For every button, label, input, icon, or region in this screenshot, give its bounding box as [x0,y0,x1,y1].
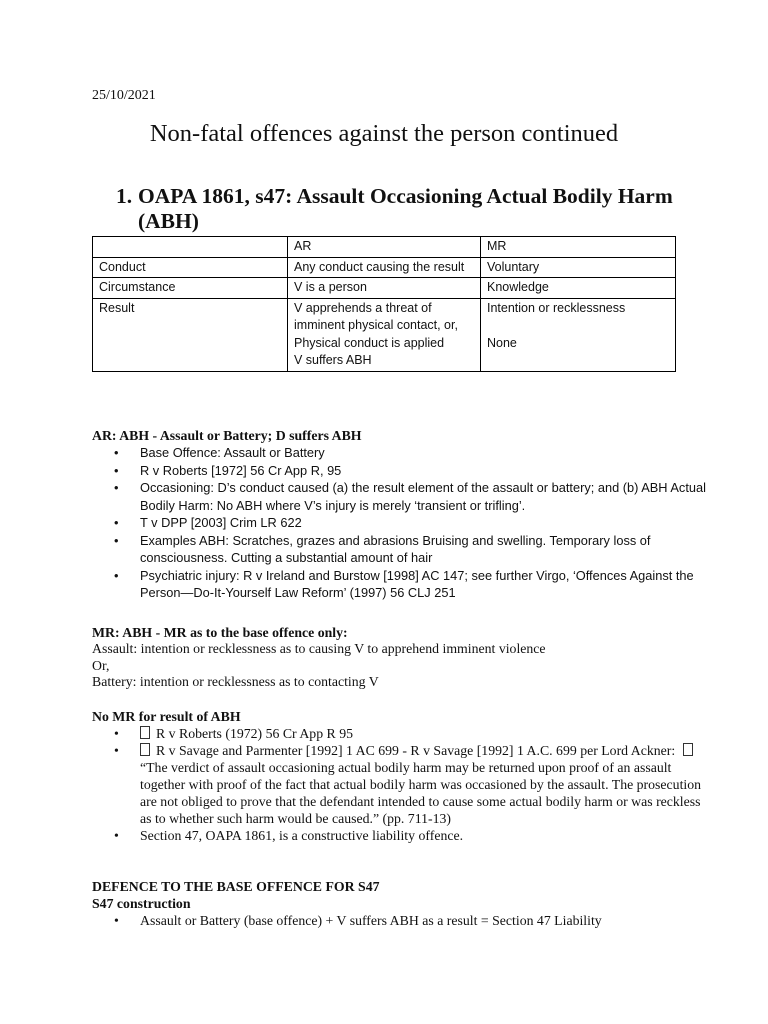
defence-heading: DEFENCE TO THE BASE OFFENCE FOR S47 [92,879,380,894]
list-item: • Section 47, OAPA 1861, is a constructive liability offence. [92,827,712,844]
ar-heading: AR: ABH - Assault or Battery; D suffers ABH [92,428,362,443]
mr-line: Battery: intention or recklessness as to contacting V [92,674,379,689]
list-item: • R v Roberts [1972] 56 Cr App R, 95 [92,462,712,480]
list-item: • Examples ABH: Scratches, grazes and abrasions Bruising and swelling. Temporary loss of consciousness. Cutting a substantial amount of hair [92,532,712,567]
table-header-cell [93,237,288,258]
missing-glyph-icon [140,743,150,756]
heading-number: 1. [116,184,133,208]
page-title: Non-fatal offences against the person continued [149,120,619,147]
quote-text: “The verdict of assault occasioning actual bodily harm may be returned upon proof of an assault together with proof of the fact that actual bodily harm was occasioned by the assault. The prosecution are not obliged to prove that the defendant intended to cause some actual bodily harm or was reckless as to whether such harm would be caused.” (pp. 711-13) [140,760,702,826]
table-header-row [93,237,676,258]
mr-heading: MR: ABH - MR as to the base offence only: [92,625,348,640]
list-item-text: R v Roberts (1972) 56 Cr App R 95 [156,726,353,741]
list-item: • Assault or Battery (base offence) + V suffers ABH as a result = Section 47 Liability [92,912,712,929]
no-mr-heading: No MR for result of ABH [92,709,241,724]
no-mr-section [92,708,712,844]
missing-glyph-icon [140,726,150,739]
table-row [93,257,676,278]
table-cell: V apprehends a threat of imminent physical contact, or, Physical conduct is applied V suffers ABH [288,298,481,371]
table-cell: V is a person [288,278,481,299]
ar-list [92,444,712,602]
table-cell: Intention or recklessness None [481,298,676,371]
list-item: • T v DPP [2003] Crim LR 622 [92,514,712,532]
table-cell: Circumstance [93,278,288,299]
table-cell: Knowledge [481,278,676,299]
table-cell: Voluntary [481,257,676,278]
table-cell: Any conduct causing the result [288,257,481,278]
list-item-text: R v Savage and Parmenter [1992] 1 AC 699 - R v Savage [1992] 1 A.C. 699 per Lord Ackner: [156,743,676,758]
defence-list [92,912,712,929]
heading-text: OAPA 1861, s47: Assault Occasioning Actual Bodily Harm (ABH) [138,184,673,233]
list-item: • Psychiatric injury: R v Ireland and Burstow [1998] AC 147; see further Virgo, ‘Offences Against the Person—Do-It-Yourself Law Reform’ (1997) 56 CLJ 251 [92,567,712,602]
elements-table [92,236,676,372]
mr-section [92,624,712,691]
missing-glyph-icon [683,743,693,756]
table-cell: Conduct [93,257,288,278]
mr-line: Assault: intention or recklessness as to causing V to apprehend imminent violence [92,641,546,656]
no-mr-list [92,725,712,844]
list-item [92,725,712,742]
section-heading [116,184,676,234]
table-header-cell: MR [481,237,676,258]
table-cell: Result [93,298,288,371]
table-row [93,278,676,299]
defence-subheading: S47 construction [92,896,191,911]
list-item: • Base Offence: Assault or Battery [92,444,712,462]
defence-section [92,878,712,929]
mr-line: Or, [92,657,110,673]
ar-section [92,427,712,602]
date: 25/10/2021 [92,88,156,103]
table-header-cell: AR [288,237,481,258]
list-item [92,742,712,827]
table-row [93,298,676,371]
list-item: • Occasioning: D’s conduct caused (a) the result element of the assault or battery; and (b) ABH Actual Bodily Harm: No ABH where V’s injury is merely ‘transient or trifling’. [92,479,712,514]
